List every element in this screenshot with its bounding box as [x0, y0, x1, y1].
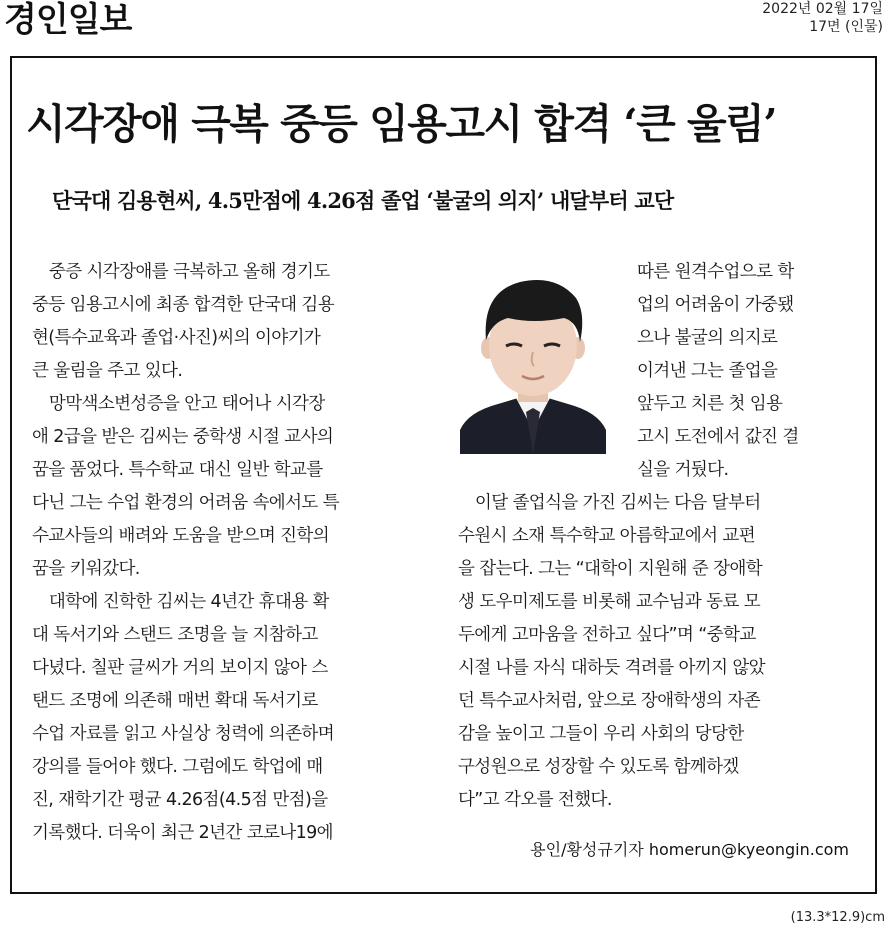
publication-date: 2022년 02월 17일 [762, 1, 883, 17]
left-column-line: 대 독서기와 스탠드 조명을 늘 지참하고 [32, 625, 318, 645]
left-column-line: 다닌 그는 수업 환경의 어려움 속에서도 특 [32, 493, 339, 513]
right-bottom-column-line: 감을 높이고 그들이 우리 사회의 당당한 [458, 724, 744, 744]
left-column-line: 꿈을 품었다. 특수학교 대신 일반 학교를 [32, 460, 323, 480]
right-bottom-column-line: 생 도우미제도를 비롯해 교수님과 동료 모 [458, 592, 760, 612]
left-column-line: 진, 재학기간 평균 4.26점(4.5점 만점)을 [32, 790, 328, 810]
newspaper-masthead: 경인일보 [4, 0, 132, 40]
person-portrait-icon [460, 262, 606, 454]
right-bottom-column-line: 던 특수교사처럼, 앞으로 장애학생의 자존 [458, 691, 760, 711]
article-byline: 용인/황성규기자 homerun@kyeongin.com [530, 840, 849, 859]
right-top-column-line: 으나 불굴의 의지로 [637, 328, 778, 348]
article-body-right-bottom-column [458, 487, 856, 817]
left-column-line: 다녔다. 칠판 글씨가 거의 보이지 않아 스 [32, 658, 328, 678]
left-column-line: 애 2급을 받은 김씨는 중학생 시절 교사의 [32, 427, 334, 447]
right-top-column-line: 앞두고 치른 첫 임용 [637, 394, 783, 414]
right-bottom-column-line: 시절 나를 자식 대하듯 격려를 아끼지 않았 [458, 658, 765, 678]
left-column-line: 현(특수교육과 졸업·사진)씨의 이야기가 [32, 328, 321, 348]
left-column-line: 탠드 조명에 의존해 매번 확대 독서기로 [32, 691, 318, 711]
right-top-column-line: 이겨낸 그는 졸업을 [637, 361, 778, 381]
right-top-column-line: 고시 도전에서 값진 결 [637, 427, 799, 447]
left-column-line: 강의를 들어야 했다. 그럼에도 학업에 매 [32, 757, 323, 777]
portrait-photo [460, 262, 606, 454]
left-column-line: 꿈을 키워갔다. [32, 559, 140, 579]
left-column-line: 수업 자료를 읽고 사실상 청력에 의존하며 [32, 724, 334, 744]
right-top-column-line: 따른 원격수업으로 학 [637, 262, 794, 282]
page-section: 17면 (인물) [809, 19, 883, 35]
right-top-column-line: 업의 어려움이 가중됐 [637, 295, 794, 315]
article-body-right-top-column [637, 256, 852, 487]
right-bottom-column-line: 수원시 소재 특수학교 아름학교에서 교편 [458, 526, 756, 546]
right-top-column-line: 실을 거뒀다. [637, 460, 729, 480]
left-column-line: 기록했다. 더욱이 최근 2년간 코로나19에 [32, 823, 333, 843]
left-column-line: 중등 임용고시에 최종 합격한 단국대 김용 [32, 295, 334, 315]
right-bottom-column-line: 다”고 각오를 전했다. [458, 790, 612, 810]
article-body-left-column [32, 256, 438, 850]
left-column-line: 망막색소변성증을 안고 태어나 시각장 [32, 394, 325, 414]
right-bottom-column-line: 을 잡는다. 그는 “대학이 지원해 준 장애학 [458, 559, 763, 579]
left-column-line: 대학에 진학한 김씨는 4년간 휴대용 확 [32, 592, 329, 612]
left-column-line: 큰 울림을 주고 있다. [32, 361, 183, 381]
right-bottom-column-line: 이달 졸업식을 가진 김씨는 다음 달부터 [458, 493, 761, 513]
article-headline: 시각장애 극복 중등 임용고시 합격 ‘큰 울림’ [26, 100, 776, 148]
right-bottom-column-line: 구성원으로 성장할 수 있도록 함께하겠 [458, 757, 739, 777]
publication-meta [762, 0, 883, 36]
right-bottom-column-line: 두에게 고마움을 전하고 싶다”며 “중학교 [458, 625, 756, 645]
left-column-line: 수교사들의 배려와 도움을 받으며 진학의 [32, 526, 330, 546]
clipping-size-note: (13.3*12.9)cm [790, 910, 885, 925]
article-subheadline: 단국대 김용현씨, 4.5만점에 4.26점 졸업 ‘불굴의 의지’ 내달부터 교단 [52, 188, 674, 213]
left-column-line: 중증 시각장애를 극복하고 올해 경기도 [32, 262, 330, 282]
